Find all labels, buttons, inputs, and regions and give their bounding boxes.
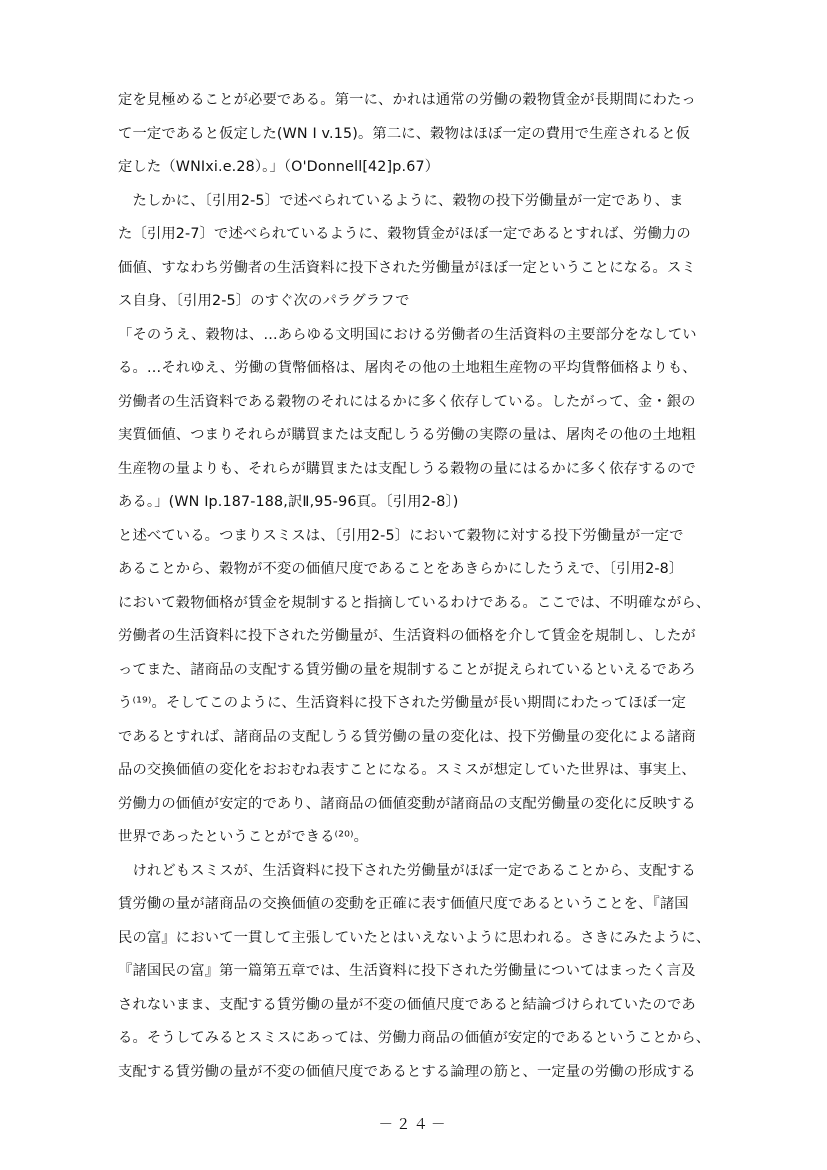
text-line: 労働力の価値が安定的であり、諸商品の価値変動が諸商品の支配労働量の変化に反映する: [118, 795, 696, 812]
text-line: 世界であったということができる⁽²⁰⁾。: [118, 829, 369, 845]
text-line: ってまた、諸商品の支配する賃労働の量を規制することが捉えられているといえるであろ: [118, 661, 696, 678]
page-number: －２４－: [378, 1117, 449, 1133]
text-line: であるとすれば、諸商品の支配しうる賃労働の量の変化は、投下労働量の変化による諸商: [118, 728, 696, 745]
text-line: 賃労働の量が諸商品の交換価値の変動を正確に表す価値尺度であるということを、『諸国: [118, 896, 689, 912]
text-line: 支配する賃労働の量が不変の価値尺度であるとする論理の筋と、一定量の労働の形成する: [118, 1063, 696, 1080]
text-line: 生産物の量よりも、それらが購買または支配しうる穀物の量にはるかに多く依存するので: [118, 460, 696, 477]
text-line: る。…それゆえ、労働の貨幣価格は、屠肉その他の土地粗生産物の平均貨幣価格よりも、: [118, 360, 697, 376]
text-line: たしかに、〔引用2-5〕で述べられているように、穀物の投下労働量が一定であり、ま: [118, 192, 684, 209]
text-line: 『諸国民の富』第一篇第五章では、生活資料に投下された労働量についてはまったく言及: [118, 963, 696, 979]
text-line: ある。」(WN Ⅰp.187-188,訳Ⅱ,95-96頁。〔引用2-8〕): [118, 494, 459, 510]
text-line: 「そのうえ、穀物は、…あらゆる文明国における労働者の生活資料の主要部分をなしてい: [118, 326, 697, 343]
text-line: 価値、すなわち労働者の生活資料に投下された労働量がほぼ一定ということになる。スミ: [118, 259, 696, 276]
text-line: において穀物価格が賃金を規制すると指摘しているわけである。ここでは、不明確ながら、: [118, 594, 711, 611]
text-line: る。そうしてみるとスミスにあっては、労働力商品の価値が安定的であるということから、: [118, 1030, 711, 1046]
text-line: 労働者の生活資料である穀物のそれにはるかに多く依存している。したがって、金・銀の: [118, 393, 696, 410]
text-line: 労働者の生活資料に投下された労働量が、生活資料の価格を介して賃金を規制し、したが: [118, 628, 696, 644]
text-line: 品の交換価値の変化をおおむね表すことになる。スミスが想定していた世界は、事実上、: [118, 762, 696, 778]
text-line: ス自身、〔引用2-5〕のすぐ次のパラグラフで: [118, 293, 410, 309]
text-line: た〔引用2-7〕で述べられているように、穀物賃金がほぼ一定であるとすれば、労働力の: [118, 226, 691, 242]
text-line: けれどもスミスが、生活資料に投下された労働量がほぼ一定であることから、支配する: [118, 862, 696, 879]
text-line: されないまま、支配する賃労働の量が不変の価値尺度であると結論づけられていたのであ: [118, 996, 696, 1013]
text-line: 定した（WNⅠxi.e.28）。」（O'Donnell[42]p.67）: [118, 159, 440, 175]
text-line: 定を見極めることが必要である。第一に、かれは通常の労働の穀物賃金が長期間にわたっ: [118, 92, 696, 108]
text-line: う⁽¹⁹⁾。そしてこのように、生活資料に投下された労働量が長い期間にわたってほぼ一定: [118, 695, 687, 711]
text-line: と述べている。つまりスミスは、〔引用2-5〕において穀物に対する投下労働量が一定で: [118, 527, 684, 544]
text-line: 民の富』において一貫して主張していたとはいえないように思われる。さきにみたように、: [118, 929, 711, 946]
text-line: 実質価値、つまりそれらが購買または支配しうる労働の実際の量は、屠肉その他の土地粗: [118, 427, 696, 443]
text-line: あることから、穀物が不変の価値尺度であることをあきらかにしたうえで、〔引用2-8〕: [118, 561, 684, 577]
body-text: [118, 84, 730, 1089]
text-line: て一定であると仮定した(WN Ⅰ v.15)。第二に、穀物はほぼ一定の費用で生産されると仮: [118, 125, 691, 142]
